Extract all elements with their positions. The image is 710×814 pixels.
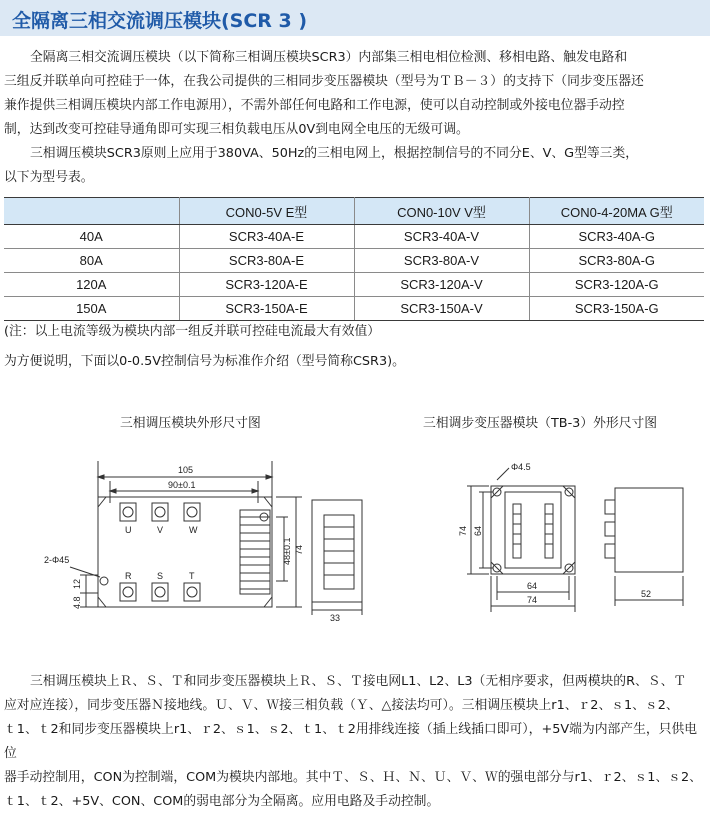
intro-line: 全隔离三相交流调压模块（以下简称三相调压模块SCR3）内部集三相电相位检测、移相电路、触发电路和 [30,50,628,65]
bottom-line: ｔ1、ｔ2和同步变压器模块上r1、ｒ2、ｓ1、ｓ2、ｔ1、ｔ2用排线连接（插上线插口即可），+5V端为内部产生，只供电位 [4,722,698,761]
table-row [4,225,704,249]
dim-12: 12 [72,578,82,589]
model-table [4,197,704,321]
table-cell: SCR3-40A-V [354,225,529,249]
dim-74: 74 [294,544,304,555]
tb3-outline-diagram [455,458,695,618]
terminal-t: T [189,571,195,581]
table-row [4,297,704,321]
table-cell: SCR3-80A-E [179,249,354,273]
dim-90: 90±0.1 [168,480,196,490]
table-cell: 40A [4,225,179,249]
scr3-outline-diagram [40,455,380,625]
table-header: CON0-4-20MA G型 [529,198,704,225]
dim-52: 52 [641,589,652,599]
table-row [4,249,704,273]
bottom-paragraph [4,670,704,814]
dim-74-vertical: 74 [458,525,468,536]
dim-64-horizontal: 64 [527,581,538,591]
bottom-line: 器手动控制用，CON为控制端，COM为模块内部地。其中Ｔ、Ｓ、Ｈ、Ｎ、Ｕ、Ｖ、Ｗ的强电部分与r1、ｒ2、ｓ1、ｓ2、 [4,770,702,785]
terminal-w: W [189,525,198,535]
dim-4-8: 4.8 [72,596,82,609]
table-cell: SCR3-40A-G [529,225,704,249]
table-cell: SCR3-150A-V [354,297,529,321]
table-cell: SCR3-80A-G [529,249,704,273]
page-title: 全隔离三相交流调压模块(SCR 3 ) [12,10,308,32]
hole-label: Φ4.5 [511,462,531,472]
intro-line: 以下为型号表。 [4,170,94,185]
terminal-r: R [125,571,132,581]
intro-line: 兼作提供三相调压模块内部工作电源用），不需外部任何电路和工作电源，使可以自动控制或外接电位器手动控 [4,98,625,113]
diagram-left-caption: 三相调压模块外形尺寸图 [120,416,261,431]
dim-64-vertical: 64 [473,525,483,536]
table-header: CON0-10V V型 [354,198,529,225]
bottom-line: 应对应连接），同步变压器Ｎ接地线。Ｕ、Ｖ、Ｗ接三相负载（Ｙ、△接法均可）。三相调压模块上r1、ｒ2、ｓ1、ｓ2、 [4,698,679,713]
table-note: (注：以上电流等级为模块内部一组反并联可控硅电流最大有效值） [4,324,381,339]
table-cell: 80A [4,249,179,273]
intro-paragraph-1 [4,46,704,142]
dim-33: 33 [330,613,341,623]
table-cell: 120A [4,273,179,297]
table-cell: SCR3-150A-G [529,297,704,321]
table-row [4,273,704,297]
table-header: CON0-5V E型 [179,198,354,225]
table-header-row [4,198,704,225]
diagram-right-caption: 三相调步变压器模块（TB-3）外形尺寸图 [423,416,658,431]
terminal-v: V [157,525,164,535]
terminal-s: S [157,571,164,581]
bottom-line: 三相调压模块上Ｒ、Ｓ、Ｔ和同步变压器模块上Ｒ、Ｓ、Ｔ接电网L1、L2、L3（无相序要求，但两模块的R、Ｓ、Ｔ [30,674,687,689]
dim-105: 105 [178,465,194,475]
intro-line: 制，达到改变可控硅导通角即可实现三相负载电压从0V到电网全电压的无级可调。 [4,122,469,137]
intro-paragraph-2 [4,142,704,190]
hole-label: 2-Φ45 [44,555,70,565]
bottom-line: ｔ1、ｔ2、+5V、CON、COM的弱电部分为全隔离。应用电路及手动控制。 [4,794,440,809]
table-cell: SCR3-120A-G [529,273,704,297]
table-cell: 150A [4,297,179,321]
intro-line: 三组反并联单向可控硅于一体，在我公司提供的三相同步变压器模块（型号为ＴＢ－３）的支持下（同步变压器还 [4,74,644,89]
dim-48: 48±0.1 [282,537,292,565]
table-header [4,198,179,225]
table-cell: SCR3-80A-V [354,249,529,273]
table-cell: SCR3-150A-E [179,297,354,321]
terminal-u: U [125,525,132,535]
intro-line: 三相调压模块SCR3原则上应用于380VA、50Hz的三相电网上，根据控制信号的不同分E、V、G型等三类， [30,146,639,161]
table-cell: SCR3-40A-E [179,225,354,249]
dim-74-horizontal: 74 [527,595,538,605]
title-bar [0,0,710,36]
table-cell: SCR3-120A-V [354,273,529,297]
intro-note: 为方便说明，下面以0-0.5V控制信号为标准作介绍（型号简称CSR3)。 [4,354,405,369]
table-cell: SCR3-120A-E [179,273,354,297]
